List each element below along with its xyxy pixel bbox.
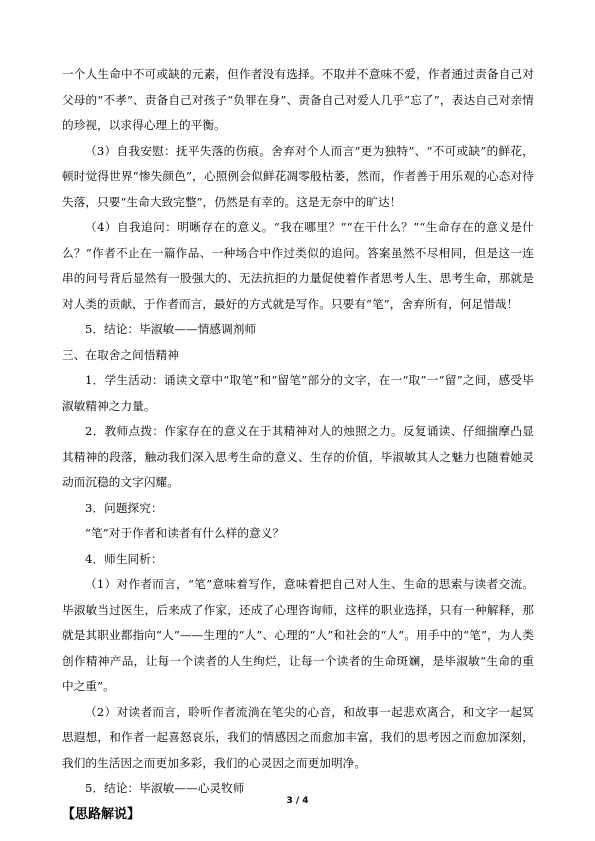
page-content [62,62,534,827]
paragraph-problem-inquiry: 3．问题探究： [85,500,163,515]
paragraph-family-balance: 一个人生命中不可或缺的元素，但作者没有选择。不取并不意味不爱，作者通过责备自己对父母的“不孝”、责备自己对孩子“负罪在身”、责备自己对爱人几乎“忘了”，表达自己对亲情的珍视，以求得心理上的平衡。 [62,67,534,132]
section-title-spirit: 三、在取舍之间悟精神 [62,347,179,362]
paragraph-joint-analysis: 4．师生同析： [85,551,163,566]
section-heading-approach: 【思路解说】 [62,806,141,822]
paragraph-self-questioning: （4）自我追问：明晰存在的意义。“我在哪里？”“在干什么？”“生命存在的意义是什么？”作者不止在一篇作品、一种场合中作过类似的追问。答案虽然不尽相同，但是这一连串的问号背后显然有一股强大的、无法抗拒的力量促使着作者思考人生、思考生命，那就是对人类的贡献，于作者而言，最好的方式就是写作。只要有“笔”，舍弃所有，何足惜哉！ [62,220,534,311]
paragraph-meaning-for-author: （1）对作者而言，“笔”意味着写作，意味着把自己对人生、生命的思索与读者交流。毕淑敏当过医生，后来成了作家，还成了心理咨询师，这样的职业选择，只有一种解释，那就是其职业都指向“人”——生理的“人”、心理的“人”和社会的“人”。用手中的“笔”，为人类创作精神产品，让每一个读者的人生绚烂，让每一个读者的生命斑斓，是毕淑敏“生命的重中之重”。 [62,577,534,693]
paragraph-self-comfort: （3）自我安慰：抚平失落的伤痕。舍弃对个人而言“更为独特”、“不可或缺”的鲜花，顿时觉得世界“惨失颜色”，心照例会似鲜花凋零般枯萎，然而，作者善于用乐观的心态对待失落，只要“生命大致完整”，仍然是有幸的。这是无奈中的旷达！ [62,143,534,209]
paragraph-student-activity: 1．学生活动：诵读文章中“取笔”和“留笔”部分的文字，在一“取”一“留”之间，感受毕淑敏精神之力量。 [62,373,534,413]
paragraph-teacher-guidance: 2．教师点拨：作家存在的意义在于其精神对人的烛照之力。反复诵读、仔细揣摩凸显其精神的段落，触动我们深入思考生命的意义、生存的价值，毕淑敏其人之魅力也随着她灵动而沉稳的文字闪耀。 [62,424,534,489]
paragraph-conclusion-soul: 5．结论：毕淑敏——心灵牧师 [85,781,245,795]
paragraph-conclusion-emotion: 5．结论：毕淑敏——情感调剂师 [85,322,257,336]
page-number: 3 / 4 [286,796,309,806]
paragraph-question: “笔”对于作者和读者有什么样的意义？ [85,526,285,540]
paragraph-meaning-for-reader: （2）对读者而言，聆听作者流淌在笔尖的心音，和故事一起悲欢离合，和文字一起冥思遐想，和作者一起喜怒哀乐，我们的情感因之而愈加丰富，我们的思考因之而愈加深刻，我们的生活因之而更加多彩，我们的心灵因之而更加明净。 [62,704,534,770]
